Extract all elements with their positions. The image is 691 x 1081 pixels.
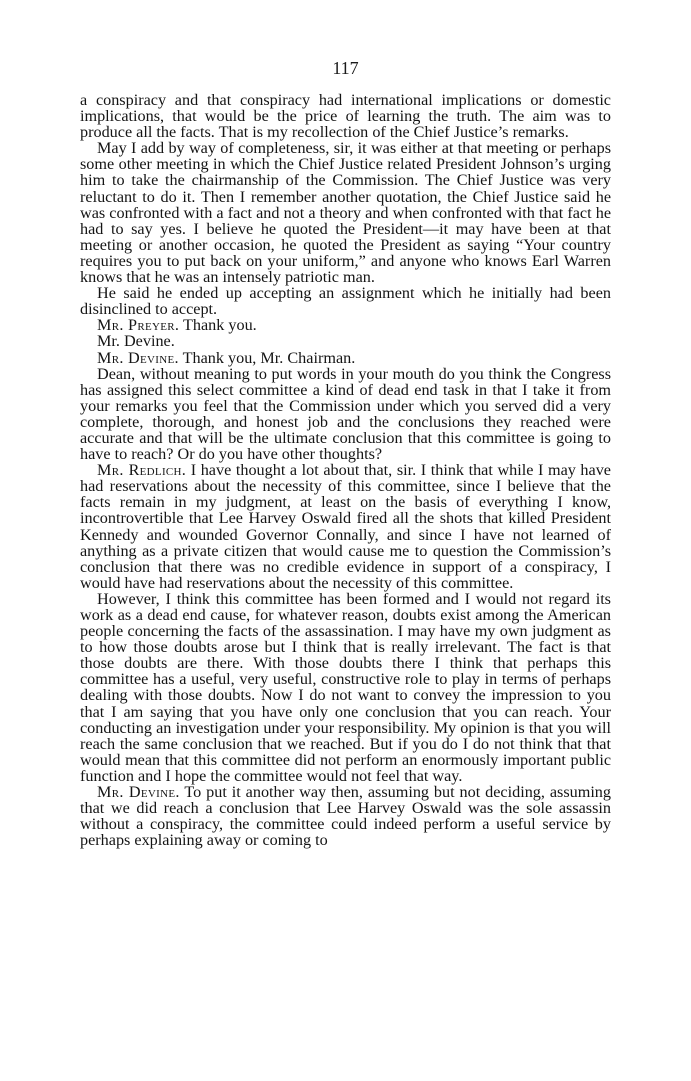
speaker-name: Mr. Redlich.: [97, 461, 187, 480]
paragraph: [80, 140, 611, 285]
paragraph-text: However, I think this committee has been formed and I would not regard its work as a dead end cause, for whatever reason, doubts exist among the American people concerning the facts of the assassination. I may have my own judgment as to how those doubts arose but I think that is really irrelevant. The fact is that those doubts are there. With those doubts there I think that perhaps this committee has a useful, very useful, constructive role to play in terms of perhaps dealing with those doubts. Now I do not want to convey the impression to you that I am saying that you have only one conclusion that you can reach. Your conducting an investigation under your responsibility. My opinion is that you will reach the same conclusion that we reached. But if you do I do not think that that would mean that this committee did not perform an enormously important public function and I hope the committee would not feel that way.: [80, 589, 611, 785]
speaker-name: Mr. Devine.: [97, 783, 180, 802]
speaker-name: Mr. Preyer.: [97, 316, 180, 335]
page-number: 117: [332, 58, 359, 78]
paragraph: [80, 317, 611, 333]
paragraph-text: He said he ended up accepting an assignment which he initially had been disinclined to accept.: [80, 284, 611, 319]
paragraph: [80, 784, 611, 848]
paragraph: [80, 591, 611, 784]
paragraph-text: a conspiracy and that conspiracy had international implications or domestic implications, that would be the price of learning the truth. The aim was to produce all the facts. That is my recollection of the Chief Justice’s remarks.: [80, 91, 611, 142]
paragraph-text: Thank you, Mr. Chairman.: [182, 348, 356, 367]
paragraph-text: To put it another way then, assuming but not deciding, assuming that we did reach a conclusion that Lee Harvey Oswald was the sole assassin without a conspiracy, the committee could indeed perform a useful service by perhaps explaining away or coming to: [80, 783, 611, 850]
paragraph: [80, 462, 611, 591]
paragraph-text: Dean, without meaning to put words in your mouth do you think the Congress has assigned this select committee a kind of dead end task in that I take it from your remarks you feel that the Commission under which you served did a very complete, thorough, and honest job and the conclusions they reached were accurate and that will be the ultimate conclusion that this committee is going to have to reach? Or do you have other thoughts?: [80, 364, 611, 464]
paragraph: [80, 92, 611, 140]
paragraph: [80, 285, 611, 317]
paragraph-text: May I add by way of completeness, sir, it was either at that meeting or perhaps some other meeting in which the Chief Justice related President Johnson’s urging him to take the chairmanship of the Commission. The Chief Justice was very reluctant to do it. Then I remember another quotation, the Chief Justice said he was confronted with a fact and not a theory and when confronted with that fact he had to say yes. I believe he quoted the President—it may have been at that meeting or another occasion, he quoted the President as saying “Your country requires you to put back on your uniform,” and anyone who knows Earl Warren knows that he was an intensely patriotic man.: [80, 139, 611, 287]
paragraph: [80, 350, 611, 366]
paragraph-text: Mr. Devine.: [97, 332, 175, 351]
paragraph-text: Thank you.: [183, 316, 257, 335]
paragraph: [80, 333, 611, 349]
body-text: [80, 92, 611, 848]
speaker-name: Mr. Devine.: [97, 348, 179, 367]
paragraph-text: I have thought a lot about that, sir. I think that while I may have had reservations about the necessity of this committee, since I believe that the facts remain in my judgment, at least on the basis of everything I know, incontrovertible that Lee Harvey Oswald fired all the shots that killed President Kennedy and wounded Governor Connally, and since I have not learned of anything as a private citizen that would cause me to question the Commission’s conclusion that there was no credible evidence in support of a conspiracy, I would have had reservations about the necessity of this committee.: [80, 461, 611, 592]
paragraph: [80, 366, 611, 463]
